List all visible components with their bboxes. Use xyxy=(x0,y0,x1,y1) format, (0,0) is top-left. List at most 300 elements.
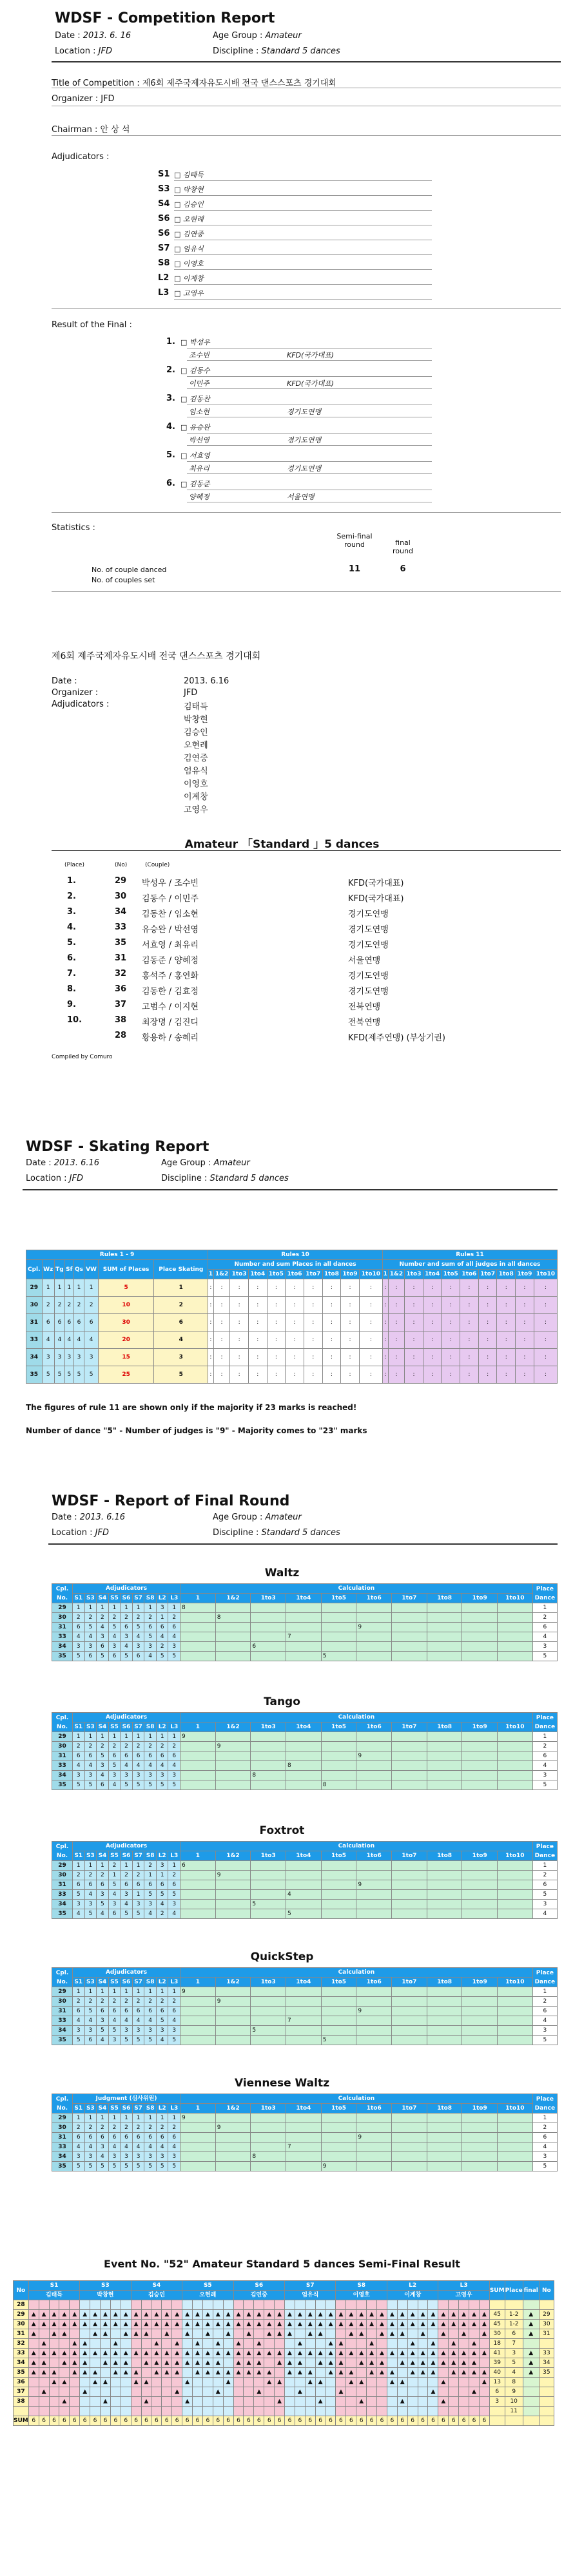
cell-mark: 1 xyxy=(168,1732,180,1742)
result-lady: 최유리 xyxy=(189,464,209,473)
cell-mark: 2 xyxy=(97,1613,109,1623)
cell-mark: 1 xyxy=(54,1279,64,1297)
cell-mark: 1 xyxy=(121,1861,133,1871)
cell-mark: 1 xyxy=(132,1890,144,1900)
discipline-row: Discipline : Standard 5 dances xyxy=(213,46,340,56)
cell-mark: 6 xyxy=(84,1652,97,1661)
cell-r10: : xyxy=(213,1297,230,1314)
summary-heading: Amateur 「Standard 」5 dances xyxy=(184,838,380,851)
cell-calc xyxy=(251,1613,286,1623)
summary-place: 4. xyxy=(67,922,76,932)
cell-calc xyxy=(215,1632,251,1642)
cell-sum-value: 6 xyxy=(131,2416,141,2426)
cell-mark: ▲ xyxy=(469,2387,480,2397)
cell-mark: 2 xyxy=(144,1997,157,2007)
cell-sum-value: 6 xyxy=(346,2416,356,2426)
cell-mark: 2 xyxy=(97,1997,109,2007)
cell-mark: 6 xyxy=(168,1880,180,1890)
cell-mark: ▲ xyxy=(315,2358,326,2368)
cell-r11: : xyxy=(388,1331,405,1349)
cell-mark xyxy=(397,2339,407,2349)
hdr-calc: 1to9 xyxy=(462,1978,498,1987)
cell-r11: : xyxy=(497,1279,516,1297)
cell-cpl: 30 xyxy=(52,1613,73,1623)
cell-mark: ▲ xyxy=(459,2310,469,2320)
cell-calc xyxy=(427,2133,462,2142)
cell-cpl: 29 xyxy=(26,1279,43,1297)
adjudicator-code: S7 xyxy=(158,243,170,253)
hdr-place: Place Skating xyxy=(154,1260,208,1279)
cell-final: ▲ xyxy=(523,2368,539,2378)
cell-calc xyxy=(321,1900,356,1909)
cell-calc xyxy=(427,2007,462,2016)
table-row xyxy=(14,2358,554,2368)
cell-mark xyxy=(100,2387,110,2397)
cell-place: 3 xyxy=(505,2349,523,2358)
cell-mark xyxy=(213,2397,223,2407)
cell-calc xyxy=(462,1603,498,1613)
cell-r10: : xyxy=(359,1366,382,1384)
cell-calc: 5 xyxy=(286,1909,322,1919)
cell-mark: 1 xyxy=(144,1871,157,1880)
cell-calc xyxy=(427,1900,462,1909)
cell-calc xyxy=(356,1890,392,1900)
cell-mark: ▲ xyxy=(233,2358,244,2368)
cell-place: 1 xyxy=(532,1987,557,1997)
cell-mark: 6 xyxy=(132,1751,144,1761)
cell-mark: ▲ xyxy=(80,2387,90,2397)
cell-mark xyxy=(254,2300,264,2310)
cell-mark xyxy=(182,2339,193,2349)
cell-mark: ▲ xyxy=(346,2310,356,2320)
cell-calc xyxy=(427,1890,462,1900)
adjudicator-line xyxy=(174,180,432,181)
cell-mark: ▲ xyxy=(367,2368,377,2378)
cell-r10: : xyxy=(213,1366,230,1384)
hdr-judge: S7 xyxy=(132,1978,144,1987)
cell-place: 2 xyxy=(532,2123,557,2133)
cell-mark: 6 xyxy=(168,1751,180,1761)
cell-no: 35 xyxy=(14,2368,29,2378)
cell-mark: ▲ xyxy=(59,2310,70,2320)
cell-mark: ▲ xyxy=(377,2320,387,2329)
cell-calc xyxy=(215,1880,251,1890)
hdr-number-sum-places: Number and sum Places in all dances xyxy=(208,1260,383,1270)
cell-mark xyxy=(275,2339,285,2349)
cell-mark: ▲ xyxy=(295,2320,305,2329)
cell-sum: 13 xyxy=(489,2378,505,2387)
cell-mark: 3 xyxy=(168,1771,180,1780)
cell-calc xyxy=(286,1613,322,1623)
cell-mark: 5 xyxy=(156,1652,168,1661)
cell-mark: 4 xyxy=(72,2016,84,2026)
cell-mark xyxy=(377,2378,387,2387)
cell-cpl: 34 xyxy=(52,2152,73,2162)
cell-r11: : xyxy=(516,1297,534,1314)
cell-mark xyxy=(346,2397,356,2407)
cell-mark: 6 xyxy=(72,2133,84,2142)
result-club: 경기도연맹 xyxy=(287,408,322,416)
cell-r11: : xyxy=(423,1349,442,1366)
table-row xyxy=(52,2007,558,2016)
cell-mark xyxy=(315,2407,326,2416)
cell-mark: 5 xyxy=(108,2162,121,2171)
cell-mark xyxy=(469,2378,480,2387)
cell-place: 3 xyxy=(532,1642,557,1652)
cell-calc xyxy=(498,2133,533,2142)
cell-mark xyxy=(28,2397,39,2407)
cell-sum-value: 6 xyxy=(162,2416,172,2426)
cell-mark: ▲ xyxy=(438,2378,449,2387)
cell-r10: : xyxy=(304,1349,322,1366)
cell-cpl: 29 xyxy=(52,1861,73,1871)
hdr-place: Place Dance xyxy=(532,2094,557,2113)
cell-no2: 30 xyxy=(539,2320,554,2329)
cell-mark: 2 xyxy=(54,1297,64,1314)
hdr-place: Place xyxy=(505,2281,523,2300)
cell-mark xyxy=(172,2407,182,2416)
cell-mark xyxy=(438,2407,449,2416)
cell-place: 4 xyxy=(505,2368,523,2378)
cell-mark: 6 xyxy=(108,2007,121,2016)
cell-calc xyxy=(286,1652,322,1661)
cell-mark: 1 xyxy=(65,1279,74,1297)
cell-calc xyxy=(392,1613,427,1623)
summary-date: 2013. 6.16 xyxy=(184,676,229,686)
table-row xyxy=(52,1987,558,1997)
cell-mark xyxy=(193,2387,203,2397)
cell-mark xyxy=(100,2339,110,2349)
cell-calc xyxy=(180,1880,216,1890)
cell-r10: : xyxy=(359,1349,382,1366)
page-title: WDSF - Competition Report xyxy=(55,10,275,26)
cell-mark: 3 xyxy=(144,1642,157,1652)
cell-mark xyxy=(346,2407,356,2416)
cell-mark: ▲ xyxy=(418,2349,428,2358)
cell-place: 2 xyxy=(532,1997,557,2007)
cell-mark: 5 xyxy=(121,1909,133,1919)
hdr-judge: S7 xyxy=(132,1594,144,1603)
cell-mark xyxy=(346,2339,356,2349)
cell-mark xyxy=(459,2339,469,2349)
cell-sum-value: 6 xyxy=(305,2416,315,2426)
cell-sum: 40 xyxy=(489,2368,505,2378)
dance-title: Viennese Waltz xyxy=(235,2077,329,2090)
cell-calc xyxy=(286,1987,322,1997)
cell-mark xyxy=(377,2339,387,2349)
cell-mark: 6 xyxy=(144,2007,157,2016)
hdr-calculation: Calculation xyxy=(180,2094,533,2104)
hdr-judge: S6 xyxy=(121,1978,133,1987)
summary-club: KFD(제주연맹) (부상기권) xyxy=(348,1033,445,1043)
cell-mark: 2 xyxy=(97,2123,109,2133)
cell-mark: 4 xyxy=(97,1909,109,1919)
cell-mark xyxy=(223,2300,233,2310)
cell-mark: ▲ xyxy=(28,2349,39,2358)
cell-mark: ▲ xyxy=(202,2358,213,2368)
result-man: □ 서효영 xyxy=(180,452,210,460)
cell-calc xyxy=(392,1603,427,1613)
cell-calc xyxy=(392,2152,427,2162)
cell-r11: : xyxy=(382,1366,388,1384)
cell-mark: 5 xyxy=(84,2162,97,2171)
cell-mark xyxy=(449,2378,459,2387)
cell-calc xyxy=(286,1880,322,1890)
hdr-calc: 1to10 xyxy=(498,1978,533,1987)
hdr-adjudicators: Adjudicators xyxy=(72,1713,180,1722)
cell-mark: 1 xyxy=(84,1279,98,1297)
cell-r10: : xyxy=(208,1279,214,1297)
cell-mark xyxy=(244,2407,254,2416)
cell-mark: 3 xyxy=(54,1349,64,1366)
cell-calc xyxy=(356,2152,392,2162)
cell-calc xyxy=(286,1751,322,1761)
cell-mark xyxy=(407,2329,418,2339)
cell-r10: : xyxy=(304,1314,322,1331)
cell-mark: 1 xyxy=(144,1603,157,1613)
cell-mark: ▲ xyxy=(315,2310,326,2320)
cell-mark: ▲ xyxy=(397,2358,407,2368)
cell-mark: ▲ xyxy=(438,2310,449,2320)
cell-mark: ▲ xyxy=(193,2320,203,2329)
cell-calc xyxy=(356,1900,392,1909)
cell-calc xyxy=(321,1751,356,1761)
cell-mark: ▲ xyxy=(367,2339,377,2349)
cell-mark: ▲ xyxy=(346,2368,356,2378)
cell-mark: ▲ xyxy=(193,2339,203,2349)
cell-mark: ▲ xyxy=(336,2339,346,2349)
summary-adjudicator: 엄유식 xyxy=(184,767,208,776)
cell-calc xyxy=(392,1861,427,1871)
hdr-calc: 1to3 xyxy=(230,1270,249,1279)
table-row xyxy=(52,1632,558,1642)
cell-mark: ▲ xyxy=(100,2397,110,2407)
semifinal-title: Event No. "52" Amateur Standard 5 dances Semi-Final Result xyxy=(104,2258,460,2270)
hdr-calc: 1 xyxy=(208,1270,214,1279)
hdr-judge: S4 xyxy=(97,2104,109,2113)
cell-sum-value: 6 xyxy=(377,2416,387,2426)
summary-adjudicator: 김연중 xyxy=(184,754,208,763)
cell-mark: ▲ xyxy=(162,2349,172,2358)
cell-calc xyxy=(251,2113,286,2123)
cell-final: ▲ xyxy=(523,2349,539,2358)
cell-mark: ▲ xyxy=(469,2339,480,2349)
hdr-calc: 1to6 xyxy=(356,1978,392,1987)
statistics-label: Statistics : xyxy=(52,523,95,533)
cell-sum: 45 xyxy=(489,2310,505,2320)
cell-mark: ▲ xyxy=(356,2378,367,2387)
cell-calc xyxy=(321,1880,356,1890)
cell-mark: 2 xyxy=(72,1742,84,1751)
cell-mark xyxy=(39,2329,49,2339)
cell-mark: 4 xyxy=(121,2016,133,2026)
cell-mark xyxy=(428,2329,438,2339)
cell-calc xyxy=(356,1652,392,1661)
cell-mark: ▲ xyxy=(275,2378,285,2387)
cell-place: 3 xyxy=(532,1900,557,1909)
cell-calc xyxy=(180,2036,216,2045)
cell-mark: 5 xyxy=(54,1366,64,1384)
cell-mark: 2 xyxy=(72,1997,84,2007)
cell-mark: ▲ xyxy=(151,2310,162,2320)
cell-mark: 4 xyxy=(144,2016,157,2026)
table-row xyxy=(52,1909,558,1919)
hdr-calc: 1to3 xyxy=(251,1722,286,1732)
cell-mark: 2 xyxy=(84,1871,97,1880)
cell-mark: 4 xyxy=(168,2016,180,2026)
cell-calc xyxy=(498,1871,533,1880)
summary-adjudicator: 오현례 xyxy=(184,741,208,750)
cell-mark: 5 xyxy=(84,1780,97,1790)
table-row xyxy=(52,1861,558,1871)
hdr-calc: 1to3 xyxy=(251,1851,286,1861)
cell-mark: ▲ xyxy=(387,2368,397,2378)
cell-r11: : xyxy=(534,1279,557,1297)
cell-mark: 5 xyxy=(132,1623,144,1632)
cell-mark: ▲ xyxy=(244,2329,254,2339)
cell-mark xyxy=(336,2397,346,2407)
hdr-adjudicators: Judgment (심사위원) xyxy=(72,2094,180,2104)
cell-cpl: 35 xyxy=(52,2036,73,2045)
cell-mark: ▲ xyxy=(275,2320,285,2329)
cell-mark: ▲ xyxy=(213,2358,223,2368)
hdr-calc: 1to10 xyxy=(498,1722,533,1732)
cell-cpl: 30 xyxy=(52,2123,73,2133)
hdr-judge: L2 xyxy=(156,2104,168,2113)
cell-mark: 4 xyxy=(84,1331,98,1349)
cell-mark: 2 xyxy=(121,1997,133,2007)
cell-mark xyxy=(305,2397,315,2407)
cell-mark xyxy=(387,2397,397,2407)
cell-mark xyxy=(418,2407,428,2416)
summary-place: 2. xyxy=(67,892,76,901)
cell-mark: ▲ xyxy=(428,2358,438,2368)
cell-mark: 3 xyxy=(97,1761,109,1771)
cell-mark xyxy=(39,2300,49,2310)
result-place: 1. xyxy=(166,337,175,347)
cell-mark: 2 xyxy=(108,1861,121,1871)
hdr-calc: 1to3 xyxy=(251,2104,286,2113)
cell-calc xyxy=(462,2123,498,2133)
cell-mark: 5 xyxy=(108,2026,121,2036)
cell-sum-value: 6 xyxy=(80,2416,90,2426)
hdr-calc: 1to9 xyxy=(462,1722,498,1732)
hdr-sum: SUM of Places xyxy=(98,1260,154,1279)
cell-mark: ▲ xyxy=(397,2397,407,2407)
cell-no2 xyxy=(539,2300,554,2310)
cell-mark xyxy=(233,2329,244,2339)
cell-mark xyxy=(90,2407,101,2416)
summary-couple: 박성우 / 조수빈 xyxy=(142,879,199,888)
cell-mark: ▲ xyxy=(397,2378,407,2387)
hdr-dance: VW xyxy=(84,1260,98,1279)
cell-mark: 4 xyxy=(84,1890,97,1900)
cell-mark xyxy=(121,2397,131,2407)
cell-mark: 6 xyxy=(97,2133,109,2142)
cell-place: 2 xyxy=(532,1613,557,1623)
result-club: KFD(국가대표) xyxy=(287,379,335,388)
result-man: □ 김동찬 xyxy=(180,395,210,403)
cell-calc xyxy=(498,1742,533,1751)
cell-mark: ▲ xyxy=(223,2349,233,2358)
summary-adjudicator: 박창현 xyxy=(184,715,208,725)
cell-mark: 5 xyxy=(132,1909,144,1919)
cell-r11: : xyxy=(442,1297,460,1314)
cell-calc xyxy=(215,2162,251,2171)
hdr-judge-name: 고영우 xyxy=(438,2291,489,2300)
cell-mark: 3 xyxy=(156,2152,168,2162)
cell-calc xyxy=(392,1742,427,1751)
cell-r10: : xyxy=(359,1331,382,1349)
table-row xyxy=(26,1331,558,1349)
cell-calc xyxy=(392,1623,427,1632)
cell-mark: ▲ xyxy=(418,2320,428,2329)
cell-sum-value: 6 xyxy=(326,2416,336,2426)
cell-mark: 1 xyxy=(108,1871,121,1880)
cell-mark xyxy=(202,2378,213,2387)
cell-r11: : xyxy=(478,1366,497,1384)
cell-cpl: 33 xyxy=(52,1761,73,1771)
cell-mark: 2 xyxy=(132,1613,144,1623)
cell-calc xyxy=(392,2007,427,2016)
cell-sum-value: 6 xyxy=(90,2416,101,2426)
cell-mark: ▲ xyxy=(264,2329,275,2339)
cell-calc xyxy=(427,1732,462,1742)
cell-sum-value: 6 xyxy=(407,2416,418,2426)
hdr-judge: S7 xyxy=(132,1722,144,1732)
cell-final: ▲ xyxy=(523,2310,539,2320)
cell-calc xyxy=(498,1780,533,1790)
cell-r10: : xyxy=(322,1366,341,1384)
cell-cpl: 29 xyxy=(52,1987,73,1997)
result-line xyxy=(187,388,432,389)
hdr-calc: 1to6 xyxy=(460,1270,479,1279)
cell-mark xyxy=(407,2397,418,2407)
cell-mark: 4 xyxy=(84,2142,97,2152)
cell-mark xyxy=(90,2300,101,2310)
cell-mark: ▲ xyxy=(59,2397,70,2407)
cell-calc xyxy=(498,1732,533,1742)
cell-calc xyxy=(498,2123,533,2133)
cell-place: 4 xyxy=(532,2016,557,2026)
summary-couple: 고범수 / 이지현 xyxy=(142,1002,199,1012)
cell-mark xyxy=(100,2368,110,2378)
cell-mark: ▲ xyxy=(131,2310,141,2320)
cell-mark: 3 xyxy=(84,1642,97,1652)
cell-calc xyxy=(392,2036,427,2045)
cell-calc xyxy=(356,1871,392,1880)
cell-mark xyxy=(151,2397,162,2407)
cell-calc xyxy=(251,1880,286,1890)
cell-mark: ▲ xyxy=(377,2329,387,2339)
cell-mark xyxy=(356,2387,367,2397)
cell-calc: 9 xyxy=(215,2123,251,2133)
cell-calc xyxy=(356,2162,392,2171)
table-row xyxy=(52,1732,558,1742)
cell-sum: 45 xyxy=(489,2320,505,2329)
cell-mark: ▲ xyxy=(39,2339,49,2349)
cell-mark: ▲ xyxy=(449,2310,459,2320)
hdr-rules-1-9: Rules 1 - 9 xyxy=(26,1250,208,1260)
cell-calc xyxy=(392,1780,427,1790)
table-row xyxy=(14,2378,554,2387)
cell-mark xyxy=(39,2407,49,2416)
cell-mark: ▲ xyxy=(397,2310,407,2320)
cell-mark: ▲ xyxy=(254,2320,264,2329)
cell-mark xyxy=(80,2378,90,2387)
cell-mark: ▲ xyxy=(70,2358,80,2368)
cell-mark xyxy=(193,2329,203,2339)
